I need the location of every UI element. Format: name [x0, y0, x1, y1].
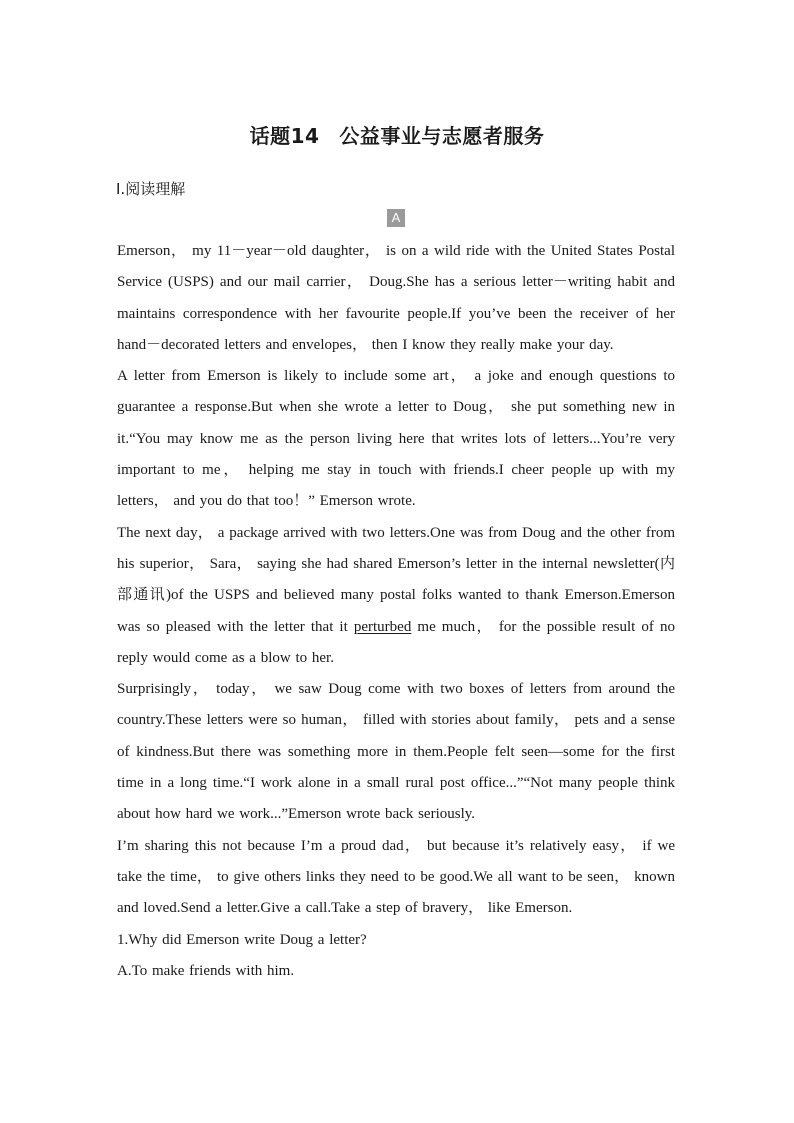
underlined-word: perturbed	[353, 618, 412, 635]
paragraph-5: I’m sharing this not because I’m a proud dad， but because it’s relatively easy， if we take the time， to give others links they need to be good.We all want to be seen， known and loved.Send a letter.Give a call.Take a step of bravery， like Emerson.	[117, 837, 675, 917]
answer-option: A.To make friends with him.	[117, 962, 295, 979]
paragraph-3-text-before: The next day， a package arrived with two letters.One was from Doug and the other from his superior， Sara， saying she had shared Emerson’s letter in the internal newsletter(内部通讯)of the USPS and believed many postal folks wanted to thank Emerson.Emerson was so pleased with the letter that it	[117, 524, 675, 635]
page-title	[0, 120, 794, 149]
reading-passage	[117, 236, 675, 987]
paragraph-2: A letter from Emerson is likely to include some art， a joke and enough questions to guarantee a response.But when she wrote a letter to Doug， she put something new in it.“You may know me as the person living here that writes lots of letters...You’re very important to me， helping me stay in touch with friends.I cheer people up with my letters， and you do that too！” Emerson wrote.	[117, 368, 675, 510]
paragraph-1: Emerson， my 11－year－old daughter， is on a wild ride with the United States Postal Service (USPS) and our mail carrier， Doug.She has a serious letter－writing habit and maintains correspondence with her favourite people.If you’ve been the receiver of her hand－decorated letters and envelopes， then I know they really make your day.	[117, 243, 675, 353]
paragraph-4: Surprisingly， today， we saw Doug come with two boxes of letters from around the country.These letters were so human， filled with stories about family， pets and a sense of kindness.But there was something more in them.People felt seen—some for the first time in a long time.“I work alone in a small rural post office...”“Not many people think about how hard we work...”Emerson wrote back seriously.	[117, 681, 675, 823]
question-stem: 1.Why did Emerson write Doug a letter?	[117, 931, 367, 948]
topic-name: 公益事业与志愿者服务	[339, 124, 545, 148]
paragraph-3-text-after: me much， for the possible result of no reply would come as a blow to her.	[117, 618, 675, 666]
topic-number: 话题14	[249, 124, 320, 148]
paragraph-3	[117, 518, 675, 674]
section-heading: Ⅰ.阅读理解	[116, 180, 186, 198]
passage-label-badge: A	[387, 209, 405, 227]
